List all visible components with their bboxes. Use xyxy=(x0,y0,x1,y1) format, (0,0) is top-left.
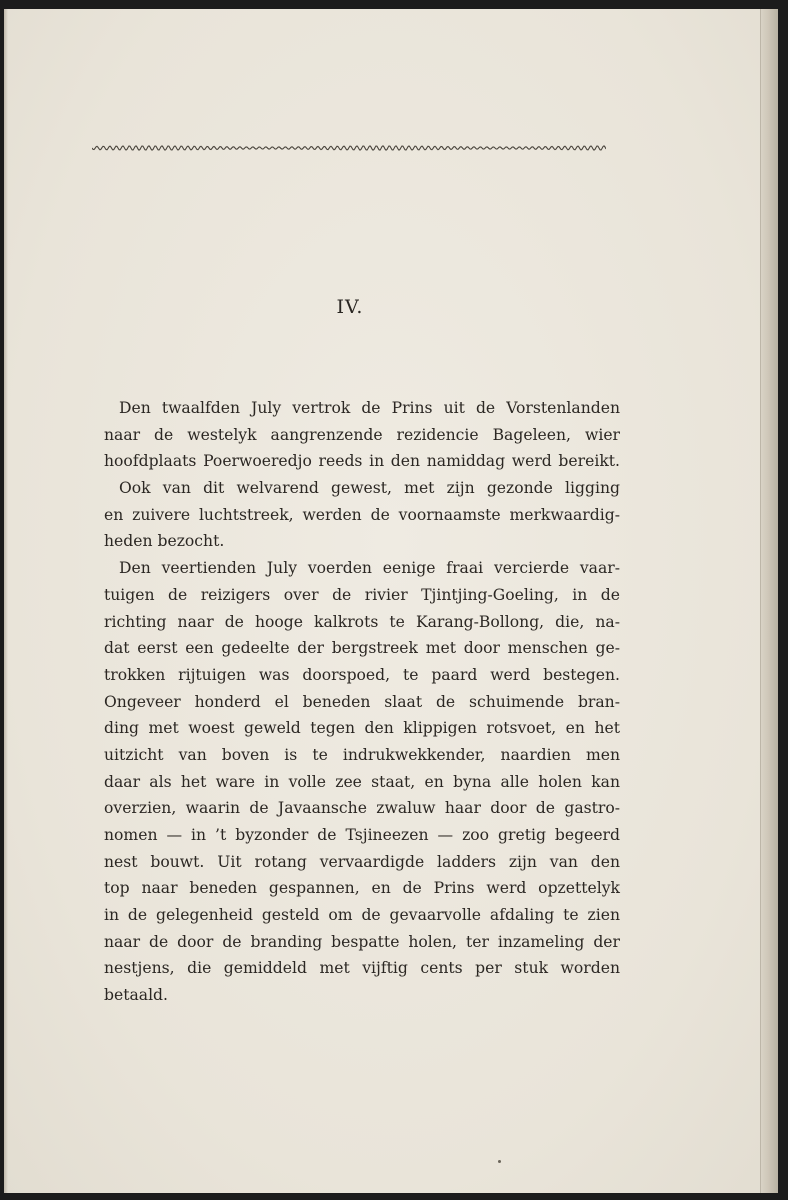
page-edge xyxy=(760,9,778,1193)
text-line: uitzicht van boven is te indrukwekkender, naardien men xyxy=(104,745,620,764)
text-line: ding met woest geweld tegen den klippigen rotsvoet, en het xyxy=(104,719,620,738)
chapter-heading: IV. xyxy=(336,296,364,318)
text-line: nest bouwt. Uit rotang vervaardigde ladders zijn van den xyxy=(104,852,620,871)
text-line: trokken rijtuigen was doorspoed, te paard werd bestegen. xyxy=(104,665,620,684)
text-line: Den veertienden July voerden eenige fraai vercierde vaar- xyxy=(119,559,620,578)
text-line: betaald. xyxy=(104,986,168,1005)
text-line: top naar beneden gespannen, en de Prins werd opzettelyk xyxy=(104,879,620,898)
text-line: nomen — in ’t byzonder de Tsjineezen — zoo gretig begeerd xyxy=(104,826,620,844)
text-line: daar als het ware in volle zee staat, en byna alle holen kan xyxy=(104,772,620,791)
wavy-rule-line xyxy=(92,146,606,150)
text-line: Den twaalfden July vertrok de Prins uit de Vorstenlanden xyxy=(119,399,620,417)
paper-speck xyxy=(498,1160,501,1163)
body-text xyxy=(104,395,620,1009)
text-line: Ook van dit welvarend gewest, met zijn gezonde ligging xyxy=(119,479,620,498)
text-line: nestjens, die gemiddeld met vijftig cents per stuk worden xyxy=(104,959,620,978)
text-line: naar de door de branding bespatte holen, ter inzameling der xyxy=(104,932,620,951)
text-line: in de gelegenheid gesteld om de gevaarvolle afdaling te zien xyxy=(104,906,620,925)
text-line: dat eerst een gedeelte der bergstreek met door menschen ge- xyxy=(104,639,620,658)
binding-shadow xyxy=(4,9,8,1193)
text-line: en zuivere luchtstreek, werden de voornaamste merkwaardig- xyxy=(104,505,620,524)
text-line: tuigen de reizigers over de rivier Tjintjing-Goeling, in de xyxy=(104,585,620,604)
text-line: overzien, waarin de Javaansche zwaluw haar door de gastro- xyxy=(104,799,620,818)
text-line: Ongeveer honderd el beneden slaat de schuimende bran- xyxy=(104,692,620,711)
text-line: heden bezocht. xyxy=(104,532,225,551)
wavy-rule-ornament xyxy=(92,142,606,154)
text-line: naar de westelyk aangrenzende rezidencie Bageleen, wier xyxy=(104,425,620,444)
text-line: hoofdplaats Poerwoeredjo reeds in den namiddag werd bereikt. xyxy=(104,452,620,471)
text-line: richting naar de hooge kalkrots te Karang-Bollong, die, na- xyxy=(104,612,620,631)
